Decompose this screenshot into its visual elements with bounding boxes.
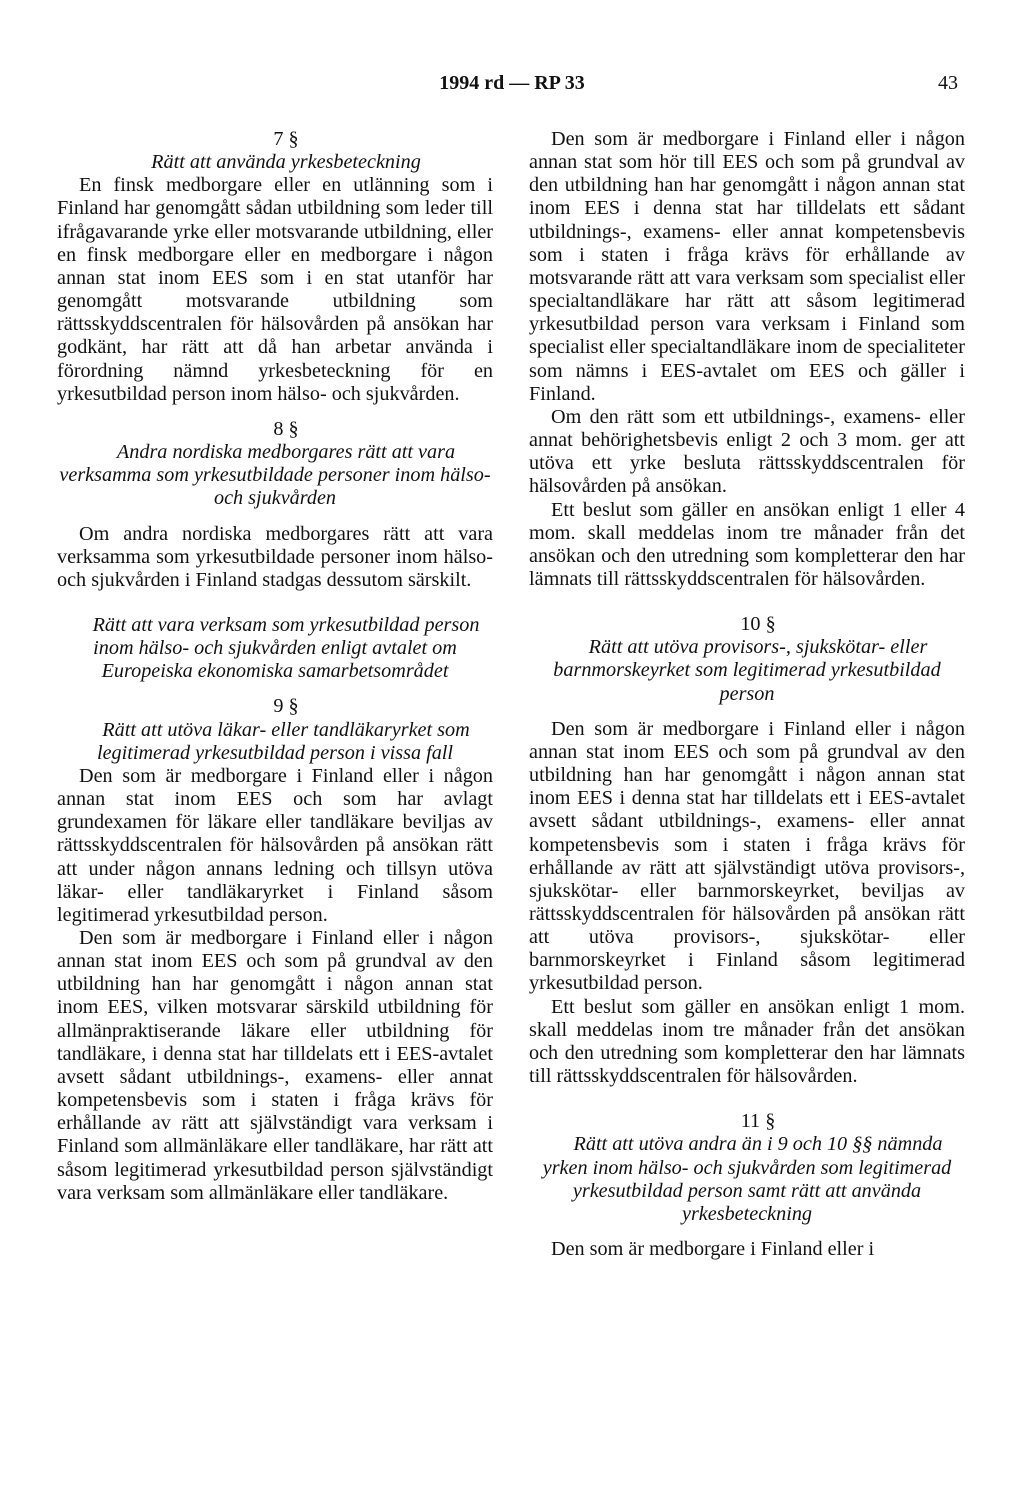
section-9-paragraph-5: Ett beslut som gäller en ansökan enligt 1 eller 4 mom. skall meddelas inom tre månader från det ansökan och den utredning som kompletterar den har lämnats till rättsskyddscentralen för hälsovården.	[529, 498, 965, 590]
section-9-paragraph-2: Den som är medborgare i Finland eller i någon annan stat inom EES och som på grundval av den utbildning han har genomgått i någon annan stat inom EES, vilken motsvarar särskild utbildning för allmänpraktiserande läkare eller utbildning för tandläkare, i denna stat har tilldelats ett i EES-avtalet avsett sådant utbildnings-, examens- eller annat kompetensbevis som i staten i fråga krävs för erhållande av rätt att självständigt vara verksam i Finland som allmänläkare eller tandläkare, har rätt att såsom legitimerad yrkesutbildad person självständigt vara verksam som allmänläkare eller tandläkare.	[57, 927, 493, 1204]
section-7-heading: Rätt att använda yrkesbeteckning	[151, 151, 421, 174]
section-9-number: 9 §	[273, 695, 299, 718]
section-9-paragraph-4: Om den rätt som ett utbildnings-, examens- eller annat behörighetsbevis enligt 2 och 3 mom. ger att utöva ett yrke besluta rättsskyddscentralen för hälsovården på ansökan.	[529, 405, 965, 498]
chapter-heading: Rätt att vara verksam som yrkesutbildad person inom hälso- och sjukvården enligt avtalet om Europeiska ekonomiska samarbetsområdet	[92, 613, 480, 683]
page-header	[0, 72, 1024, 102]
section-10-paragraph-1: Den som är medborgare i Finland eller i någon annan stat inom EES och som på grundval av den utbildning han har genomgått i någon annan stat inom EES i denna stat har tilldelats ett i EES-avtalet avsett sådant utbildnings-, examens- eller annat kompetensbevis som i staten i fråga krävs för erhållande av rätt att självständigt utöva provisors-, sjukskötar- eller barnmorskeyrket, beviljas av rättsskyddscentralen för hälsovården på ansökan rätt att utöva provisors-, sjukskötar- eller barnmorskeyrket i Finland såsom legitimerad yrkesutbildad person.	[529, 717, 965, 995]
section-7-number: 7 §	[273, 128, 299, 150]
section-8-heading: Andra nordiska medborgares rätt att vara verksamma som yrkesutbildade personer inom hälso- och sjukvården	[59, 441, 491, 510]
section-11-heading: Rätt att utöva andra än i 9 och 10 §§ nämnda yrken inom hälso- och sjukvården som legitimerad yrkesutbildad person samt rätt att använda yrkesbeteckning	[542, 1133, 952, 1225]
section-10-paragraph-2: Ett beslut som gäller en ansökan enligt 1 mom. skall meddelas inom tre månader från det ansökan och den utredning som kompletterar den har lämnats till rättsskyddscentralen för hälsovården.	[529, 995, 965, 1088]
left-column	[57, 128, 493, 1205]
section-11-paragraph-1: Den som är medborgare i Finland eller i	[551, 1238, 875, 1261]
document-title: 1994 rd — RP 33	[439, 72, 585, 94]
section-11-number: 11 §	[740, 1110, 776, 1133]
section-10-number: 10 §	[740, 613, 776, 636]
section-9-heading: Rätt att utöva läkar- eller tandläkaryrket som legitimerad yrkesutbildad person i vissa fall	[96, 718, 470, 764]
right-column	[529, 128, 965, 1261]
section-8-number: 8 §	[273, 417, 299, 440]
section-10-heading: Rätt att utöva provisors-, sjukskötar- eller barnmorskeyrket som legitimerad yrkesutbildad person	[553, 636, 941, 705]
section-7-paragraph: En finsk medborgare eller en utlänning som i Finland har genomgått sådan utbildning som leder till ifrågavarande yrke eller motsvarande utbildning, eller en finsk medborgare eller en medborgare i någon annan stat inom EES som i en stat utanför har genomgått motsvarande utbildning som rättsskyddscentralen för hälsovården på ansökan har godkänt, har rätt att då han arbetar använda i förordning nämnd yrkesbeteckning för en yrkesutbildad person inom hälso- och sjukvården.	[57, 174, 493, 405]
section-9-paragraph-3: Den som är medborgare i Finland eller i någon annan stat som hör till EES och som på grundval av den utbildning han har genomgått i någon annan stat inom EES i denna stat har tilldelats ett sådant utbildnings-, examens- eller annat kompetensbevis som i staten i fråga krävs för erhållande av motsvarande rätt att vara verksam som specialist eller specialtandläkare har rätt att såsom legitimerad yrkesutbildad person vara verksam i Finland som specialist eller specialtandläkare inom de specialiteter som nämns i EES-avtalet om EES och gäller i Finland.	[529, 128, 965, 405]
section-9-paragraph-1: Den som är medborgare i Finland eller i någon annan stat inom EES och som har avlagt grundexamen för läkare eller tandläkare beviljas av rättsskyddscentralen för hälsovården på ansökan rätt att under någon annans ledning och tillsyn utöva läkar- eller tandläkaryrket i Finland såsom legitimerad yrkesutbildad person.	[57, 764, 493, 926]
page-number: 43	[938, 72, 958, 94]
section-8-paragraph: Om andra nordiska medborgares rätt att vara verksamma som yrkesutbildade personer inom hälso- och sjukvården i Finland stadgas dessutom särskilt.	[57, 522, 493, 591]
